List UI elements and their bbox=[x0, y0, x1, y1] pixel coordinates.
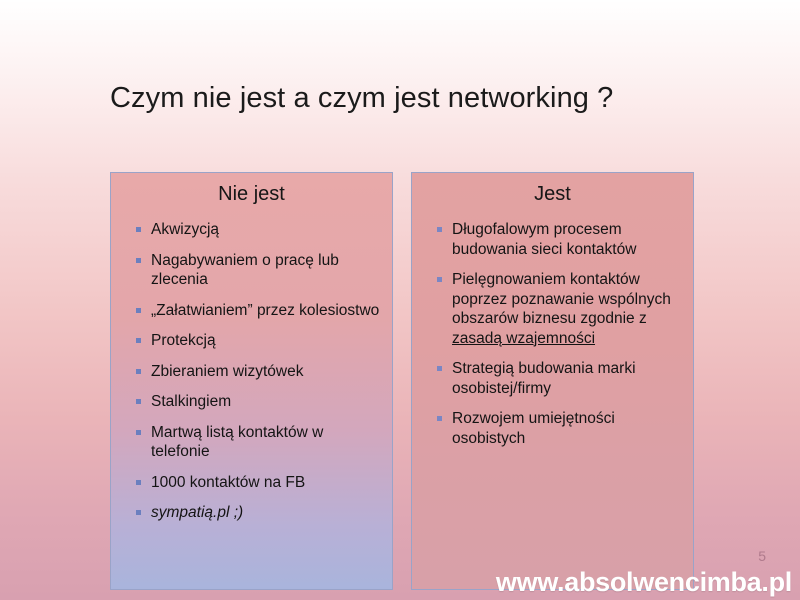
list-item bbox=[151, 503, 380, 523]
page-title: Czym nie jest a czym jest networking ? bbox=[110, 82, 614, 114]
list-item-label: 1000 kontaktów na FB bbox=[151, 473, 306, 491]
list-item bbox=[452, 409, 681, 448]
list-item bbox=[151, 331, 380, 351]
column-heading-right: Jest bbox=[534, 183, 571, 205]
column-not-networking bbox=[110, 172, 393, 590]
list-item-label: Martwą listą kontaktów w telefonie bbox=[151, 423, 324, 460]
list-item-label: Akwizycją bbox=[151, 221, 220, 238]
list-item bbox=[151, 423, 380, 462]
column-heading-left: Nie jest bbox=[218, 183, 285, 205]
list-item-label: Zbieraniem wizytówek bbox=[151, 362, 304, 380]
list-item-label: Strategią budowania marki osobistej/firmy bbox=[452, 360, 636, 397]
list-item-emphasis: zasadą wzajemności bbox=[452, 329, 596, 347]
list-item bbox=[151, 251, 380, 290]
list-item bbox=[151, 362, 380, 382]
bullet-list-left bbox=[111, 220, 392, 523]
page-number: 5 bbox=[758, 548, 766, 564]
list-item bbox=[452, 359, 681, 398]
list-item-label: Długofalowym procesem budowania sieci kontaktów bbox=[452, 221, 637, 258]
list-item-label: sympatią.pl ;) bbox=[151, 504, 244, 521]
list-item bbox=[151, 301, 380, 321]
list-item bbox=[452, 270, 681, 348]
list-item-label: „Załatwianiem” przez kolesiostwo bbox=[151, 301, 380, 319]
column-is-networking bbox=[411, 172, 694, 590]
list-item-label: Stalkingiem bbox=[151, 393, 232, 410]
list-item bbox=[151, 473, 380, 493]
list-item bbox=[151, 392, 380, 412]
watermark: www.absolwencimba.pl bbox=[495, 567, 792, 597]
list-item-label: Pielęgnowaniem kontaktów poprzez poznawanie wspólnych obszarów biznesu zgodnie z bbox=[452, 271, 671, 327]
list-item bbox=[452, 220, 681, 259]
list-item bbox=[151, 220, 380, 240]
list-item-label: Rozwojem umiejętności osobistych bbox=[452, 410, 615, 447]
list-item-label: Protekcją bbox=[151, 332, 216, 349]
list-item-label: Nagabywaniem o pracę lub zlecenia bbox=[151, 251, 339, 288]
bullet-list-right bbox=[412, 220, 693, 448]
